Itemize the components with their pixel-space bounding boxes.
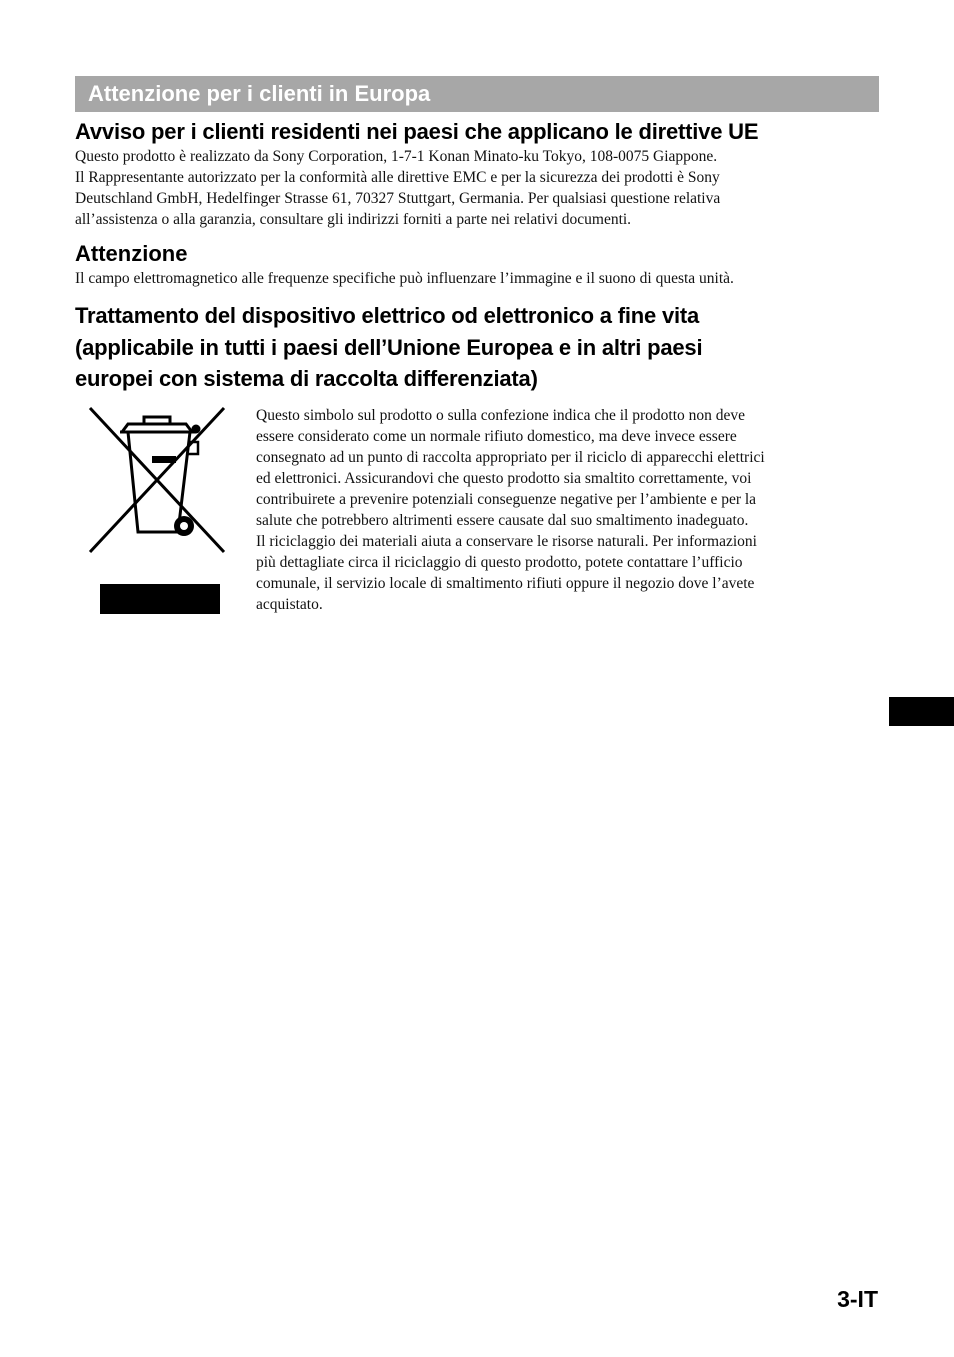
weee-text-line: Il riciclaggio dei materiali aiuta a conservare le risorse naturali. Per informazioni — [256, 533, 757, 550]
weee-heading-line: (applicabile in tutti i paesi dell’Unione Europea e in altri paesi — [75, 334, 703, 360]
weee-heading-line: europei con sistema di raccolta differenziata) — [75, 366, 538, 391]
crossed-out-wheelie-bin-icon — [86, 404, 226, 556]
page-number: 3-IT — [837, 1286, 878, 1312]
weee-text-line: ed elettronici. Assicurandovi che questo prodotto sia smaltito correttamente, voi — [256, 470, 752, 487]
ue-notice-line: Questo prodotto è realizzato da Sony Corporation, 1-7-1 Konan Minato-ku Tokyo, 108-0075 Giappone. — [75, 148, 718, 165]
weee-text — [256, 405, 866, 615]
weee-text-line: acquistato. — [256, 596, 323, 613]
ue-notice-line: all’assistenza o alla garanzia, consultare gli indirizzi forniti a parte nei relativi documenti. — [75, 211, 632, 228]
weee-text-line: contribuirete a prevenire potenziali conseguenze negative per l’ambiente e per la — [256, 491, 757, 508]
attention-heading: Attenzione — [75, 241, 188, 266]
ue-notice-text — [75, 146, 875, 230]
weee-heading — [75, 300, 702, 395]
weee-text-line: essere considerato come un normale rifiuto domestico, ma deve invece essere — [256, 428, 737, 445]
section-banner: Attenzione per i clienti in Europa — [75, 76, 879, 112]
chapter-thumb-tab — [889, 697, 954, 726]
weee-heading-line: Trattamento del dispositivo elettrico od elettronico a fine vita — [75, 303, 700, 328]
weee-text-line: salute che potrebbero altrimenti essere causate dal suo smaltimento inadeguato. — [256, 512, 749, 529]
weee-symbol — [86, 404, 226, 616]
weee-text-line: più dettagliate circa il riciclaggio di questo prodotto, potete contattare l’ufficio — [256, 554, 743, 571]
attention-text: Il campo elettromagnetico alle frequenze specifiche può influenzare l’immagine e il suono di questa unità. — [75, 270, 734, 287]
weee-text-line: Questo simbolo sul prodotto o sulla confezione indica che il prodotto non deve — [256, 407, 746, 424]
ue-notice-line: Deutschland GmbH, Hedelfinger Strasse 61, 70327 Stuttgart, Germania. Per qualsiasi questione relativa — [75, 190, 721, 207]
ue-notice-line: Il Rappresentante autorizzato per la conformità alle direttive EMC e per la sicurezza dei prodotti è Sony — [75, 169, 720, 186]
ue-notice-heading: Avviso per i clienti residenti nei paesi che applicano le direttive UE — [75, 119, 759, 144]
weee-black-bar — [100, 584, 220, 614]
weee-text-line: comunale, il servizio locale di smaltimento rifiuti oppure il negozio dove l’avete — [256, 575, 755, 592]
weee-text-line: consegnato ad un punto di raccolta appropriato per il riciclo di apparecchi elettrici — [256, 449, 765, 466]
